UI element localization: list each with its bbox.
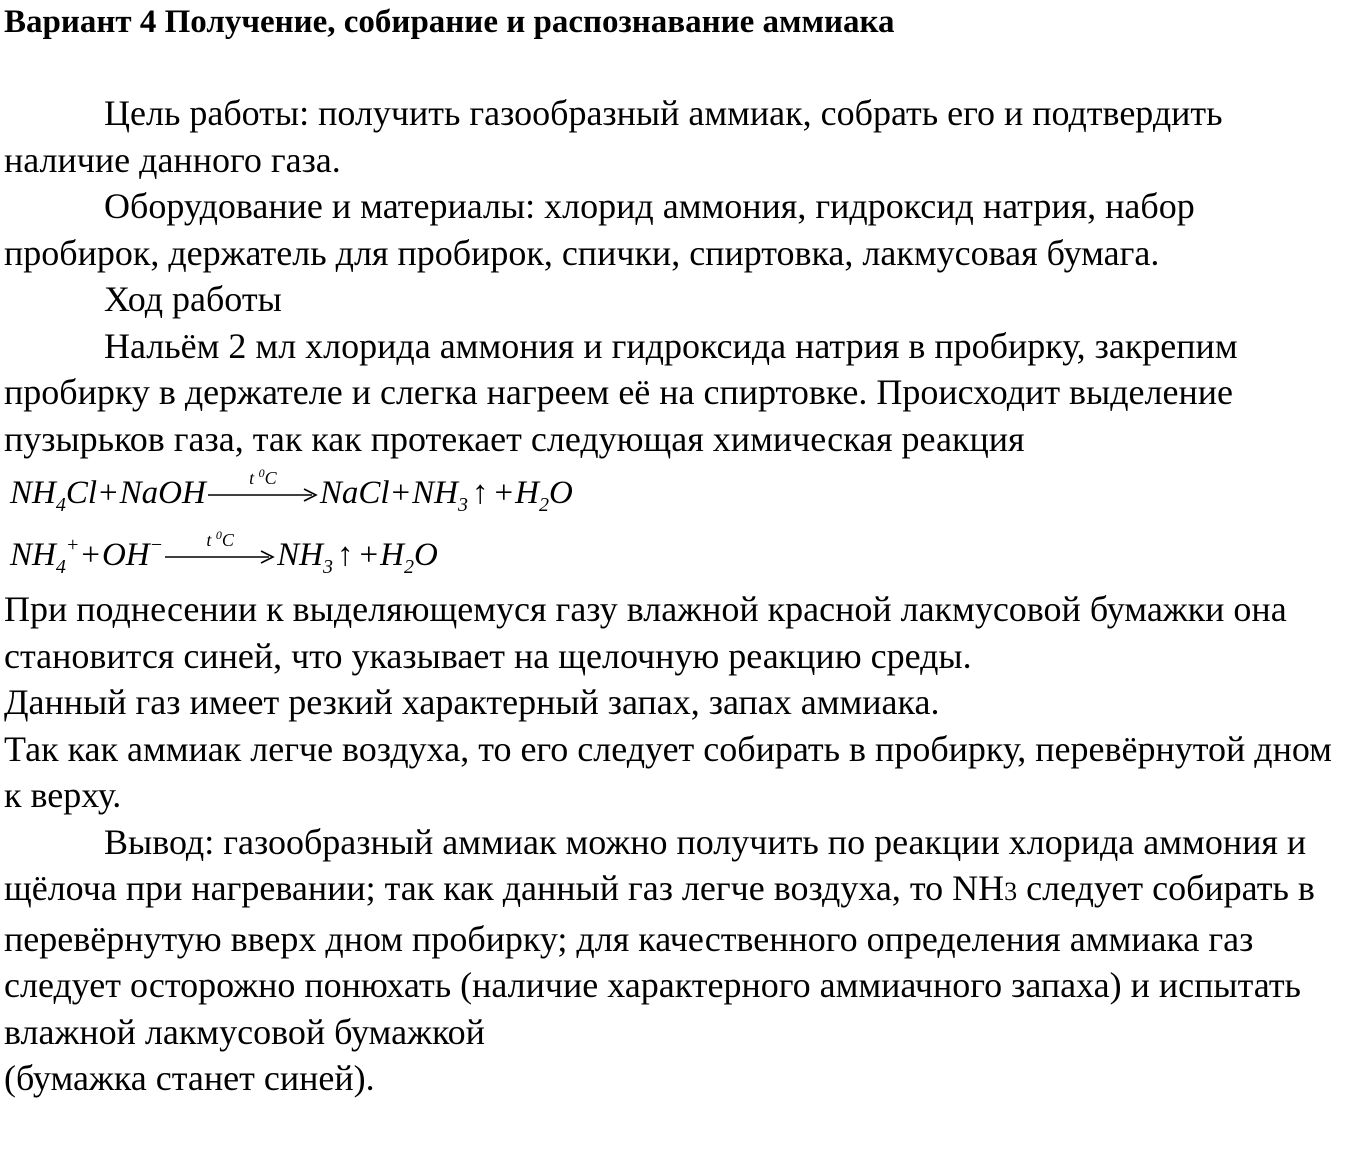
conclusion-main: Вывод: газообразный аммиак можно получить по реакции хлорида аммония и щёлоча при нагревании; так как данный газ легче воздуха, то NH	[4, 821, 1307, 908]
observation-collection: Так как аммиак легче воздуха, то его следует собирать в пробирку, перевёрнутой дном к верху.	[4, 728, 1332, 815]
eq1-plus: +	[99, 475, 118, 511]
observation-litmus: При поднесении к выделяющемуся газу влажной красной лакмусовой бумажки она становится синей, что указывает на щелочную реакцию среды.	[4, 589, 1287, 676]
eq2-heating-condition: t $^0$C	[206, 528, 234, 551]
eq2-reactant-2: OH−	[101, 534, 164, 573]
procedure-paragraph: Нальём 2 мл хлорида аммония и гидроксида натрия в пробирку, закрепим пробирку в держателе и слегка нагреем её на спиртовке. Происходит выделение пузырьков газа, так как протекает следующая химическая реакция	[4, 325, 1238, 459]
eq2-plus-2: +	[359, 537, 379, 573]
ionic-equation	[4, 524, 1356, 586]
eq1-product-3: $H_2O$	[515, 475, 573, 516]
conclusion-paragraph	[4, 819, 1356, 1056]
procedure-heading: Ход работы	[104, 279, 282, 319]
document-title: Вариант 4 Получение, собирание и распознавание аммиака	[4, 4, 895, 40]
eq1-reactant-2: NaOH	[119, 475, 206, 511]
eq1-plus-3: +	[494, 475, 514, 511]
eq1-reactant-1: $NH_4Cl$	[10, 475, 98, 516]
eq2-product-2: $H_2O$	[380, 537, 438, 578]
goal-paragraph: Цель работы: получить газообразный аммиак, собрать его и подтвердить наличие данного газа.	[4, 93, 1223, 180]
observation-smell: Данный газ имеет резкий характерный запах, запах аммиака.	[4, 682, 940, 722]
eq2-product-1: $NH_3$	[277, 537, 333, 578]
eq2-reactant-1: $NH_4^+$	[10, 534, 80, 578]
eq2-gas-arrow-icon: ↑	[336, 537, 354, 573]
document-page	[4, 0, 1356, 1102]
eq1-gas-arrow-icon: ↑	[472, 475, 489, 511]
eq2-reaction-arrow	[165, 528, 275, 572]
eq1-heating-condition: t $^0$C	[249, 466, 277, 489]
conclusion-last-line: (бумажка станет синей).	[4, 1058, 375, 1098]
eq1-product-2: $NH_3$	[412, 475, 469, 516]
equipment-paragraph: Оборудование и материалы: хлорид аммония, гидроксид натрия, набор пробирок, держатель для пробирок, спички, спиртовка, лакмусовая бумага.	[4, 186, 1195, 273]
eq1-plus-2: +	[391, 475, 411, 511]
conclusion-formula-sub: 3	[1004, 877, 1018, 906]
eq2-plus: +	[81, 537, 100, 573]
eq1-reaction-arrow	[208, 466, 318, 510]
conclusion-rest: следует собирать в перевёрнутую вверх дном пробирку; для качественного определения аммиака газ следует осторожно понюхать (наличие характерного аммиачного запаха) и испытать влажной лакмусовой бумажкой	[4, 868, 1315, 1052]
molecular-equation	[4, 462, 1356, 524]
eq1-product-1: NaCl	[319, 475, 390, 511]
